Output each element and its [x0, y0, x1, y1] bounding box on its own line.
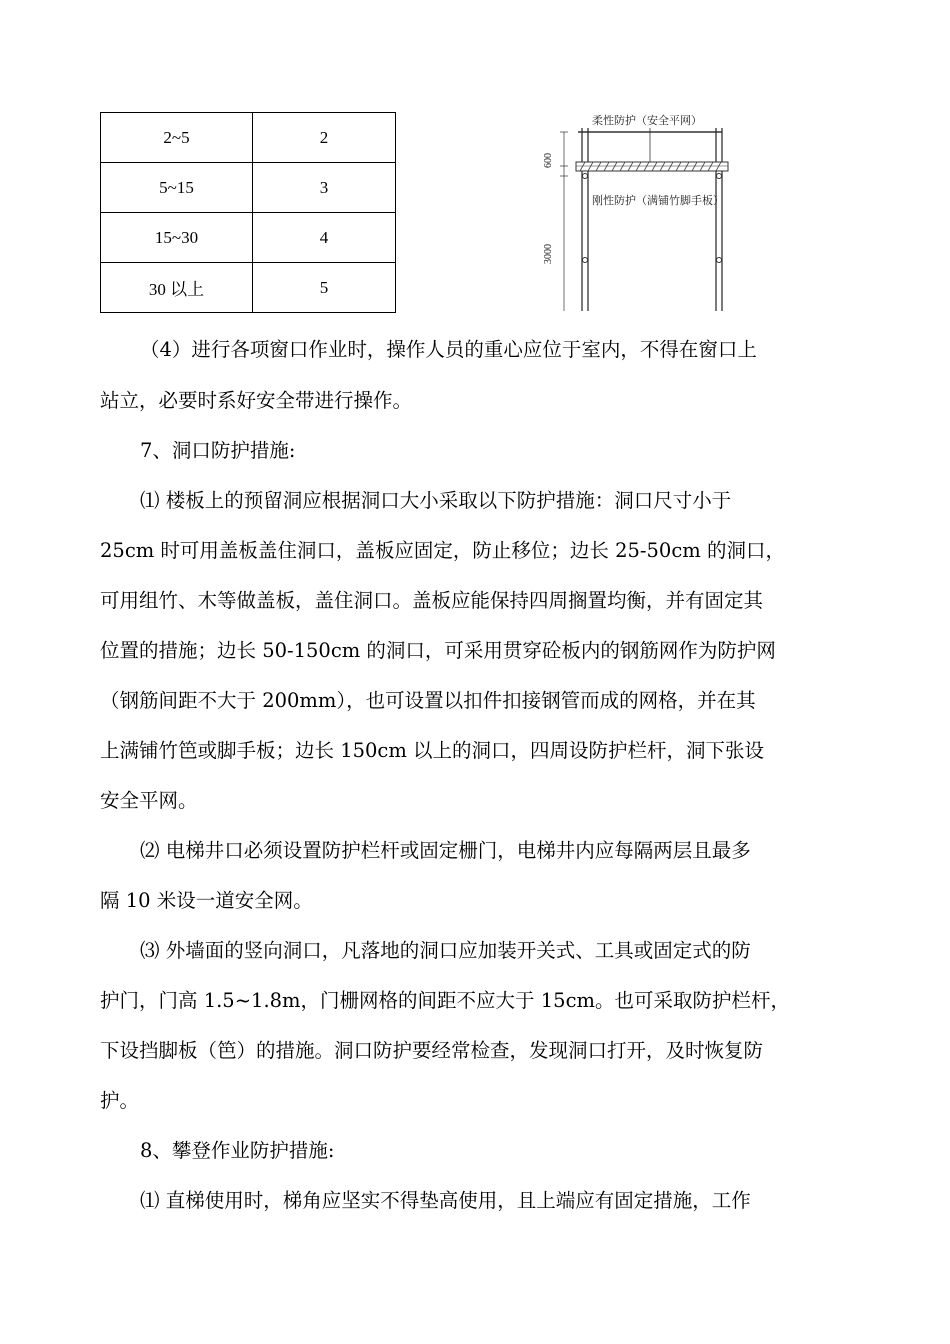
paragraph-line: 下设挡脚板（笆）的措施。洞口防护要经常检查，发现洞口打开，及时恢复防 [100, 1039, 764, 1062]
paragraph-line: 站立，必要时系好安全带进行操作。 [100, 389, 413, 412]
paragraph-line: 护。 [100, 1089, 140, 1112]
table-cell-range: 2~5 [101, 113, 253, 163]
paragraph-line: 安全平网。 [100, 789, 198, 812]
paragraph-line: ⑵ 电梯井口必须设置防护栏杆或固定栅门，电梯井内应每隔两层且最多 [140, 839, 751, 862]
section-heading: 7、洞口防护措施: [140, 439, 296, 462]
table-row [101, 163, 396, 213]
paragraph-line: 位置的措施；边长 50-150cm 的洞口，可采用贯穿砼板内的钢筋网作为防护网 [100, 639, 776, 662]
paragraph-line: 25cm 时可用盖板盖住洞口，盖板应固定，防止移位；边长 25-50cm 的洞口， [100, 539, 785, 562]
paragraph-line: ⑴ 直梯使用时，梯角应坚实不得垫高使用，且上端应有固定措施，工作 [140, 1189, 751, 1212]
table-cell-range: 30 以上 [101, 263, 253, 313]
table-cell-value: 4 [253, 213, 396, 263]
paragraph-line: 护门，门高 1.5~1.8m，门栅网格的间距不应大于 15cm。也可采取防护栏杆， [100, 989, 790, 1012]
table-row [101, 113, 396, 163]
dimension-600: 600 [543, 153, 554, 168]
section-heading: 8、攀登作业防护措施: [140, 1139, 335, 1162]
table-cell-value: 5 [253, 263, 396, 313]
dimension-3000: 3000 [543, 244, 554, 264]
paragraph-line: ⑴ 楼板上的预留洞应根据洞口大小采取以下防护措施：洞口尺寸小于 [140, 489, 732, 512]
paragraph-line: 可用组竹、木等做盖板，盖住洞口。盖板应能保持四周搁置均衡，并有固定其 [100, 589, 764, 612]
paragraph-line: ⑶ 外墙面的竖向洞口，凡落地的洞口应加装开关式、工具或固定式的防 [140, 939, 751, 962]
protection-diagram [540, 106, 740, 316]
table-row [101, 263, 396, 313]
spacing-table [100, 112, 396, 313]
rigid-protection-label: 刚性防护（满铺竹脚手板） [592, 194, 724, 207]
table-cell-value: 2 [253, 113, 396, 163]
paragraph-line: （钢筋间距不大于 200mm），也可设置以扣件扣接钢管而成的网格，并在其 [100, 689, 756, 712]
table-cell-value: 3 [253, 163, 396, 213]
table-cell-range: 5~15 [101, 163, 253, 213]
paragraph-line: 隔 10 米设一道安全网。 [100, 889, 313, 912]
paragraph-line: （4）进行各项窗口作业时，操作人员的重心应位于室内，不得在窗口上 [140, 338, 757, 361]
table-row [101, 213, 396, 263]
table-cell-range: 15~30 [101, 213, 253, 263]
flexible-protection-label: 柔性防护（安全平网） [592, 114, 702, 127]
paragraph-line: 上满铺竹笆或脚手板；边长 150cm 以上的洞口，四周设防护栏杆，洞下张设 [100, 739, 765, 762]
diagram-drawing [540, 106, 740, 316]
